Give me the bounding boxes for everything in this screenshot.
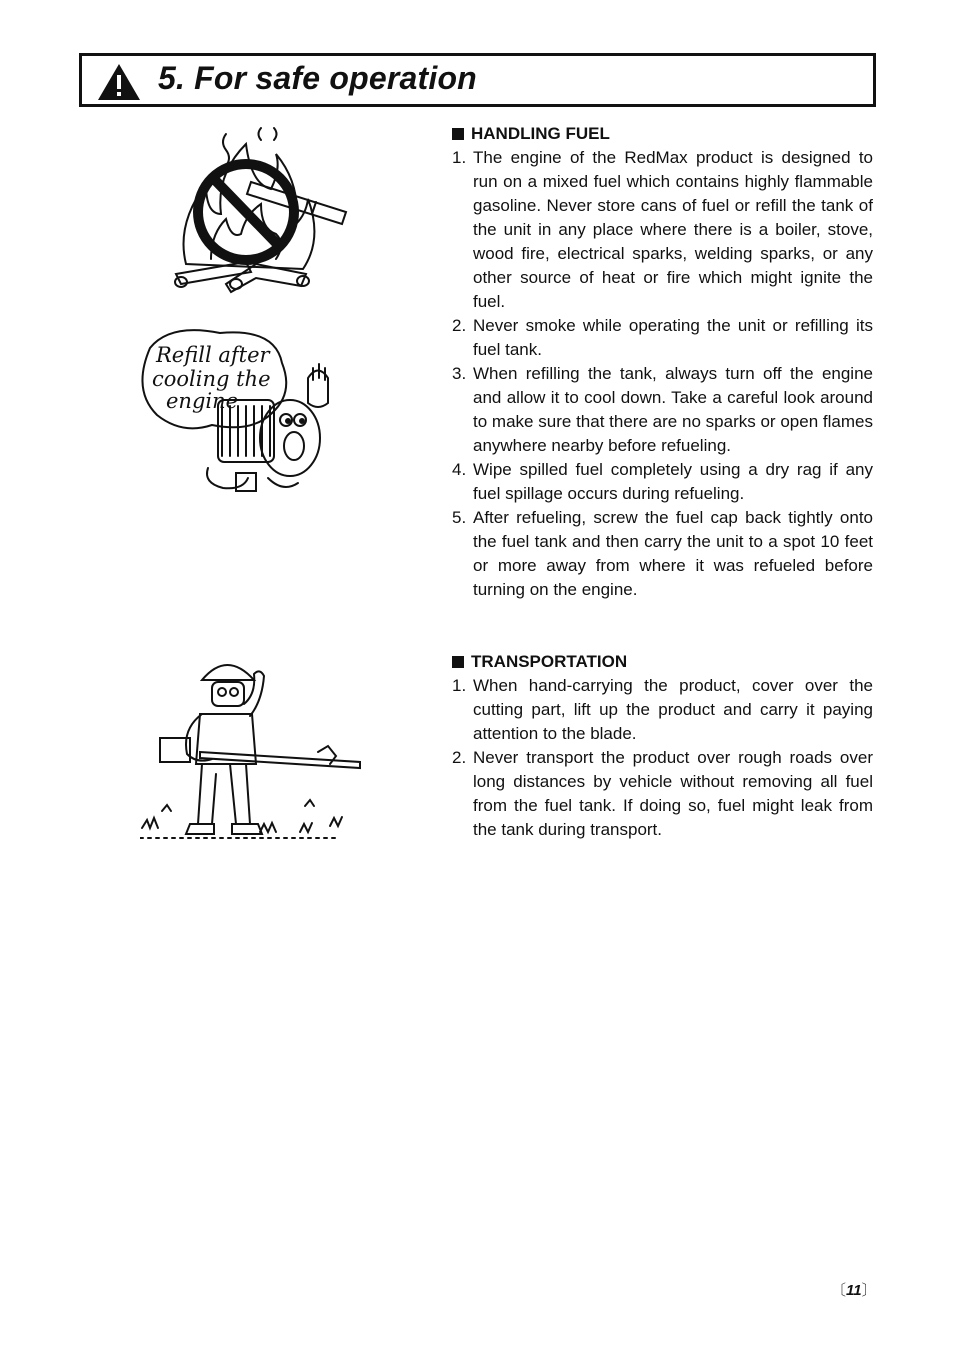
page-bracket-left: 〔 xyxy=(831,1282,847,1299)
item-number: 5. xyxy=(452,508,467,527)
item-number: 2. xyxy=(452,316,467,335)
square-bullet-icon xyxy=(452,128,464,140)
worker-carrying-trimmer-icon xyxy=(140,656,382,842)
refill-caption-line2: cooling the xyxy=(152,367,271,391)
page-bracket-right: 〕 xyxy=(861,1282,877,1299)
list-item xyxy=(452,458,873,506)
item-text: When refilling the tank, always turn off the engine and allow it to cool down. Take a careful look around to make sure that there are no sparks or open flames anywhere nearby before refueling. xyxy=(473,364,873,455)
transportation-heading: TRANSPORTATION xyxy=(471,652,628,671)
transportation-list xyxy=(452,674,873,842)
item-text: The engine of the RedMax product is designed to run on a mixed fuel which contains highly flammable gasoline. Never store cans of fuel or refill the tank of the unit in any place where there is a boiler, stove, wood fire, electrical sparks, welding sparks, or any other source of heat or fire which might ignite the fuel. xyxy=(473,148,873,311)
section-header xyxy=(79,53,876,107)
list-item xyxy=(452,146,873,314)
item-text: Never smoke while operating the unit or refilling its fuel tank. xyxy=(473,316,873,359)
handling-fuel-list xyxy=(452,146,873,602)
list-item xyxy=(452,674,873,746)
section-heading xyxy=(452,650,873,674)
warning-triangle-icon xyxy=(96,62,142,102)
item-text: Wipe spilled fuel completely using a dry rag if any fuel spillage occurs during refueling. xyxy=(473,460,873,503)
item-number: 2. xyxy=(452,748,467,767)
page-number-value: 11 xyxy=(846,1282,862,1299)
page-title: 5. For safe operation xyxy=(158,60,477,96)
transportation-section xyxy=(452,650,873,842)
list-item xyxy=(452,314,873,362)
refill-cooling-engine-icon xyxy=(138,328,334,498)
no-smoking-fire-icon xyxy=(166,124,356,294)
item-text: Never transport the product over rough roads over long distances by vehicle without removing all fuel from the fuel tank. If doing so, fuel might leak from the tank during transport. xyxy=(473,748,873,839)
list-item xyxy=(452,506,873,602)
item-number: 4. xyxy=(452,460,467,479)
item-number: 3. xyxy=(452,364,467,383)
item-text: After refueling, screw the fuel cap back tightly onto the fuel tank and then carry the unit to a spot 10 feet or more away from where it was refueled before turning on the engine. xyxy=(473,508,873,599)
handling-fuel-section xyxy=(452,122,873,602)
handling-fuel-heading: HANDLING FUEL xyxy=(471,124,610,143)
refill-caption-line1: Refill after xyxy=(156,343,270,367)
section-heading xyxy=(452,122,873,146)
item-number: 1. xyxy=(452,148,467,167)
list-item xyxy=(452,362,873,458)
item-number: 1. xyxy=(452,676,467,695)
refill-caption-line3: engine xyxy=(166,389,239,413)
square-bullet-icon xyxy=(452,656,464,668)
item-text: When hand-carrying the product, cover over the cutting part, lift up the product and carry it paying attention to the blade. xyxy=(473,676,873,743)
list-item xyxy=(452,746,873,842)
page-number xyxy=(831,1279,877,1300)
